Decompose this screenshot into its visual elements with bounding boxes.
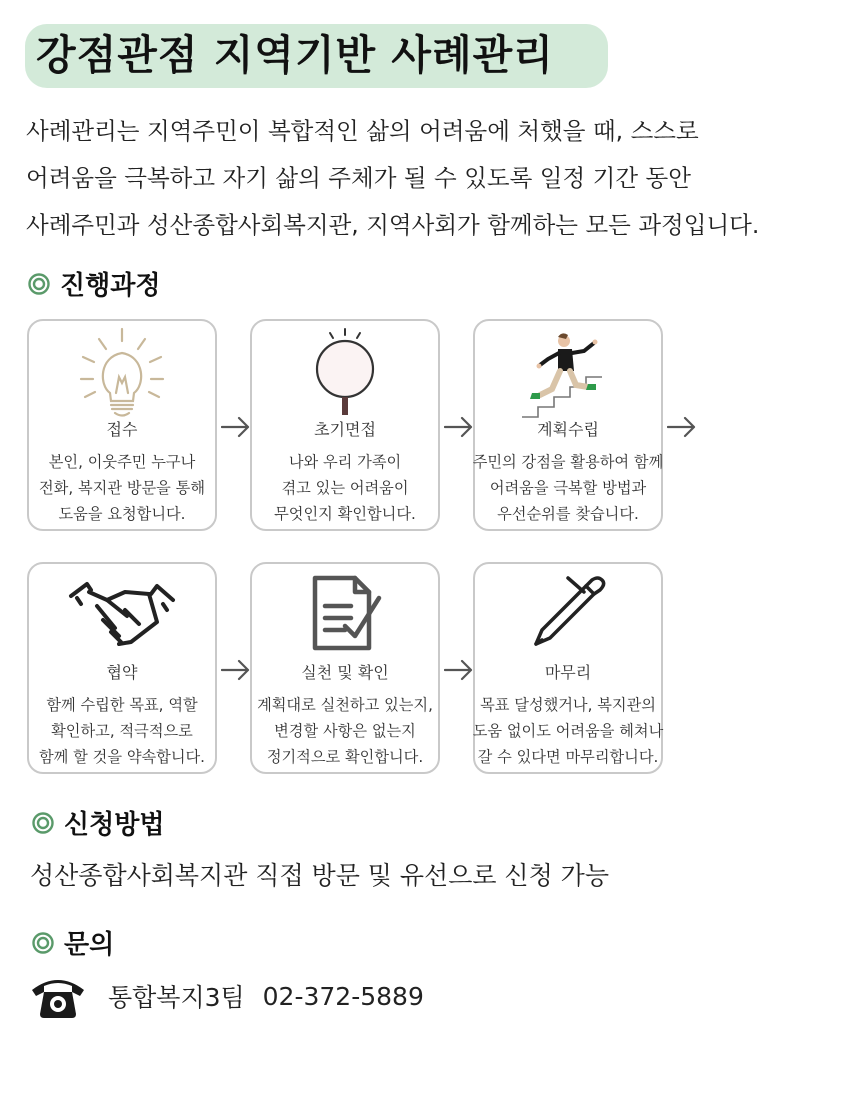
desc-line: 어려움을 극복할 방법과	[489, 479, 647, 497]
bullet-ring-icon	[32, 812, 54, 834]
step-description	[471, 449, 665, 527]
section-heading-process	[28, 265, 160, 302]
desc-line: 확인하고, 적극적으로	[51, 722, 193, 740]
step-description	[25, 692, 219, 770]
step-title: 실천 및 확인	[301, 663, 389, 682]
step-title: 협약	[106, 663, 138, 682]
intro-line: 사례주민과 성산종합사회복지관, 지역사회가 함께하는 모든 과정입니다.	[26, 211, 760, 239]
step-description	[248, 692, 442, 770]
step-description	[25, 449, 219, 527]
desc-line: 계획대로 실천하고 있는지,	[257, 696, 433, 714]
desc-line: 함께 할 것을 약속합니다.	[38, 748, 206, 766]
section-heading-application	[32, 804, 164, 841]
intro-line: 어려움을 극복하고 자기 삶의 주체가 될 수 있도록 일정 기간 동안	[26, 164, 691, 192]
contact-team: 통합복지3팀	[108, 983, 245, 1012]
lightbulb-icon	[77, 327, 167, 419]
desc-line: 무엇인지 확인합니다.	[274, 505, 416, 523]
desc-line: 변경할 사항은 없는지	[274, 722, 416, 740]
desc-line: 겪고 있는 어려움이	[281, 479, 409, 497]
arrow-right-icon	[444, 658, 474, 682]
person-climbing-stairs-icon	[518, 327, 618, 419]
desc-line: 주민의 강점을 활용하여 함께	[472, 453, 664, 471]
desc-line: 도움 없이도 어려움을 헤쳐나	[472, 722, 664, 740]
handshake-icon	[67, 570, 177, 662]
desc-line: 본인, 이웃주민 누구나	[48, 453, 196, 471]
desc-line: 목표 달성했거나, 복지관의	[480, 696, 656, 714]
arrow-right-icon	[221, 415, 251, 439]
desc-line: 나와 우리 가족이	[288, 453, 402, 471]
application-text: 성산종합사회복지관 직접 방문 및 유선으로 신청 가능	[30, 861, 609, 890]
desc-line: 갈 수 있다면 마무리합니다.	[477, 748, 659, 766]
step-title: 초기면접	[314, 420, 376, 439]
pen-icon	[528, 570, 608, 662]
contact-row	[30, 972, 424, 1020]
arrow-right-icon	[221, 658, 251, 682]
section-title: 진행과정	[60, 271, 161, 301]
section-heading-contact	[32, 924, 114, 961]
process-step-card	[27, 319, 217, 531]
desc-line: 함께 수립한 목표, 역할	[46, 696, 198, 714]
lollipop-sign-icon	[305, 327, 385, 419]
bullet-ring-icon	[32, 932, 54, 954]
desc-line: 도움을 요청합니다.	[58, 505, 186, 523]
desc-line: 우선순위를 찾습니다.	[497, 505, 639, 523]
step-description	[248, 449, 442, 527]
step-title: 계획수립	[537, 420, 599, 439]
telephone-icon	[30, 972, 86, 1020]
page-title: 강점관점 지역기반 사례관리	[36, 31, 554, 79]
section-title: 신청방법	[64, 810, 165, 840]
process-step-card	[473, 562, 663, 774]
arrow-right-icon	[444, 415, 474, 439]
process-step-card	[250, 562, 440, 774]
step-description	[471, 692, 665, 770]
process-step-card	[250, 319, 440, 531]
bullet-ring-icon	[28, 273, 50, 295]
arrow-right-icon	[667, 415, 697, 439]
step-title: 접수	[106, 420, 138, 439]
intro-paragraph	[26, 108, 860, 249]
intro-line: 사례관리는 지역주민이 복합적인 삶의 어려움에 처했을 때, 스스로	[26, 117, 699, 145]
process-step-card	[27, 562, 217, 774]
section-title: 문의	[64, 930, 115, 960]
document-check-icon	[305, 570, 385, 662]
process-step-card	[473, 319, 663, 531]
contact-phone[interactable]: 02-372-5889	[262, 981, 424, 1011]
step-title: 마무리	[544, 663, 592, 682]
desc-line: 정기적으로 확인합니다.	[266, 748, 424, 766]
desc-line: 전화, 복지관 방문을 통해	[38, 479, 206, 497]
